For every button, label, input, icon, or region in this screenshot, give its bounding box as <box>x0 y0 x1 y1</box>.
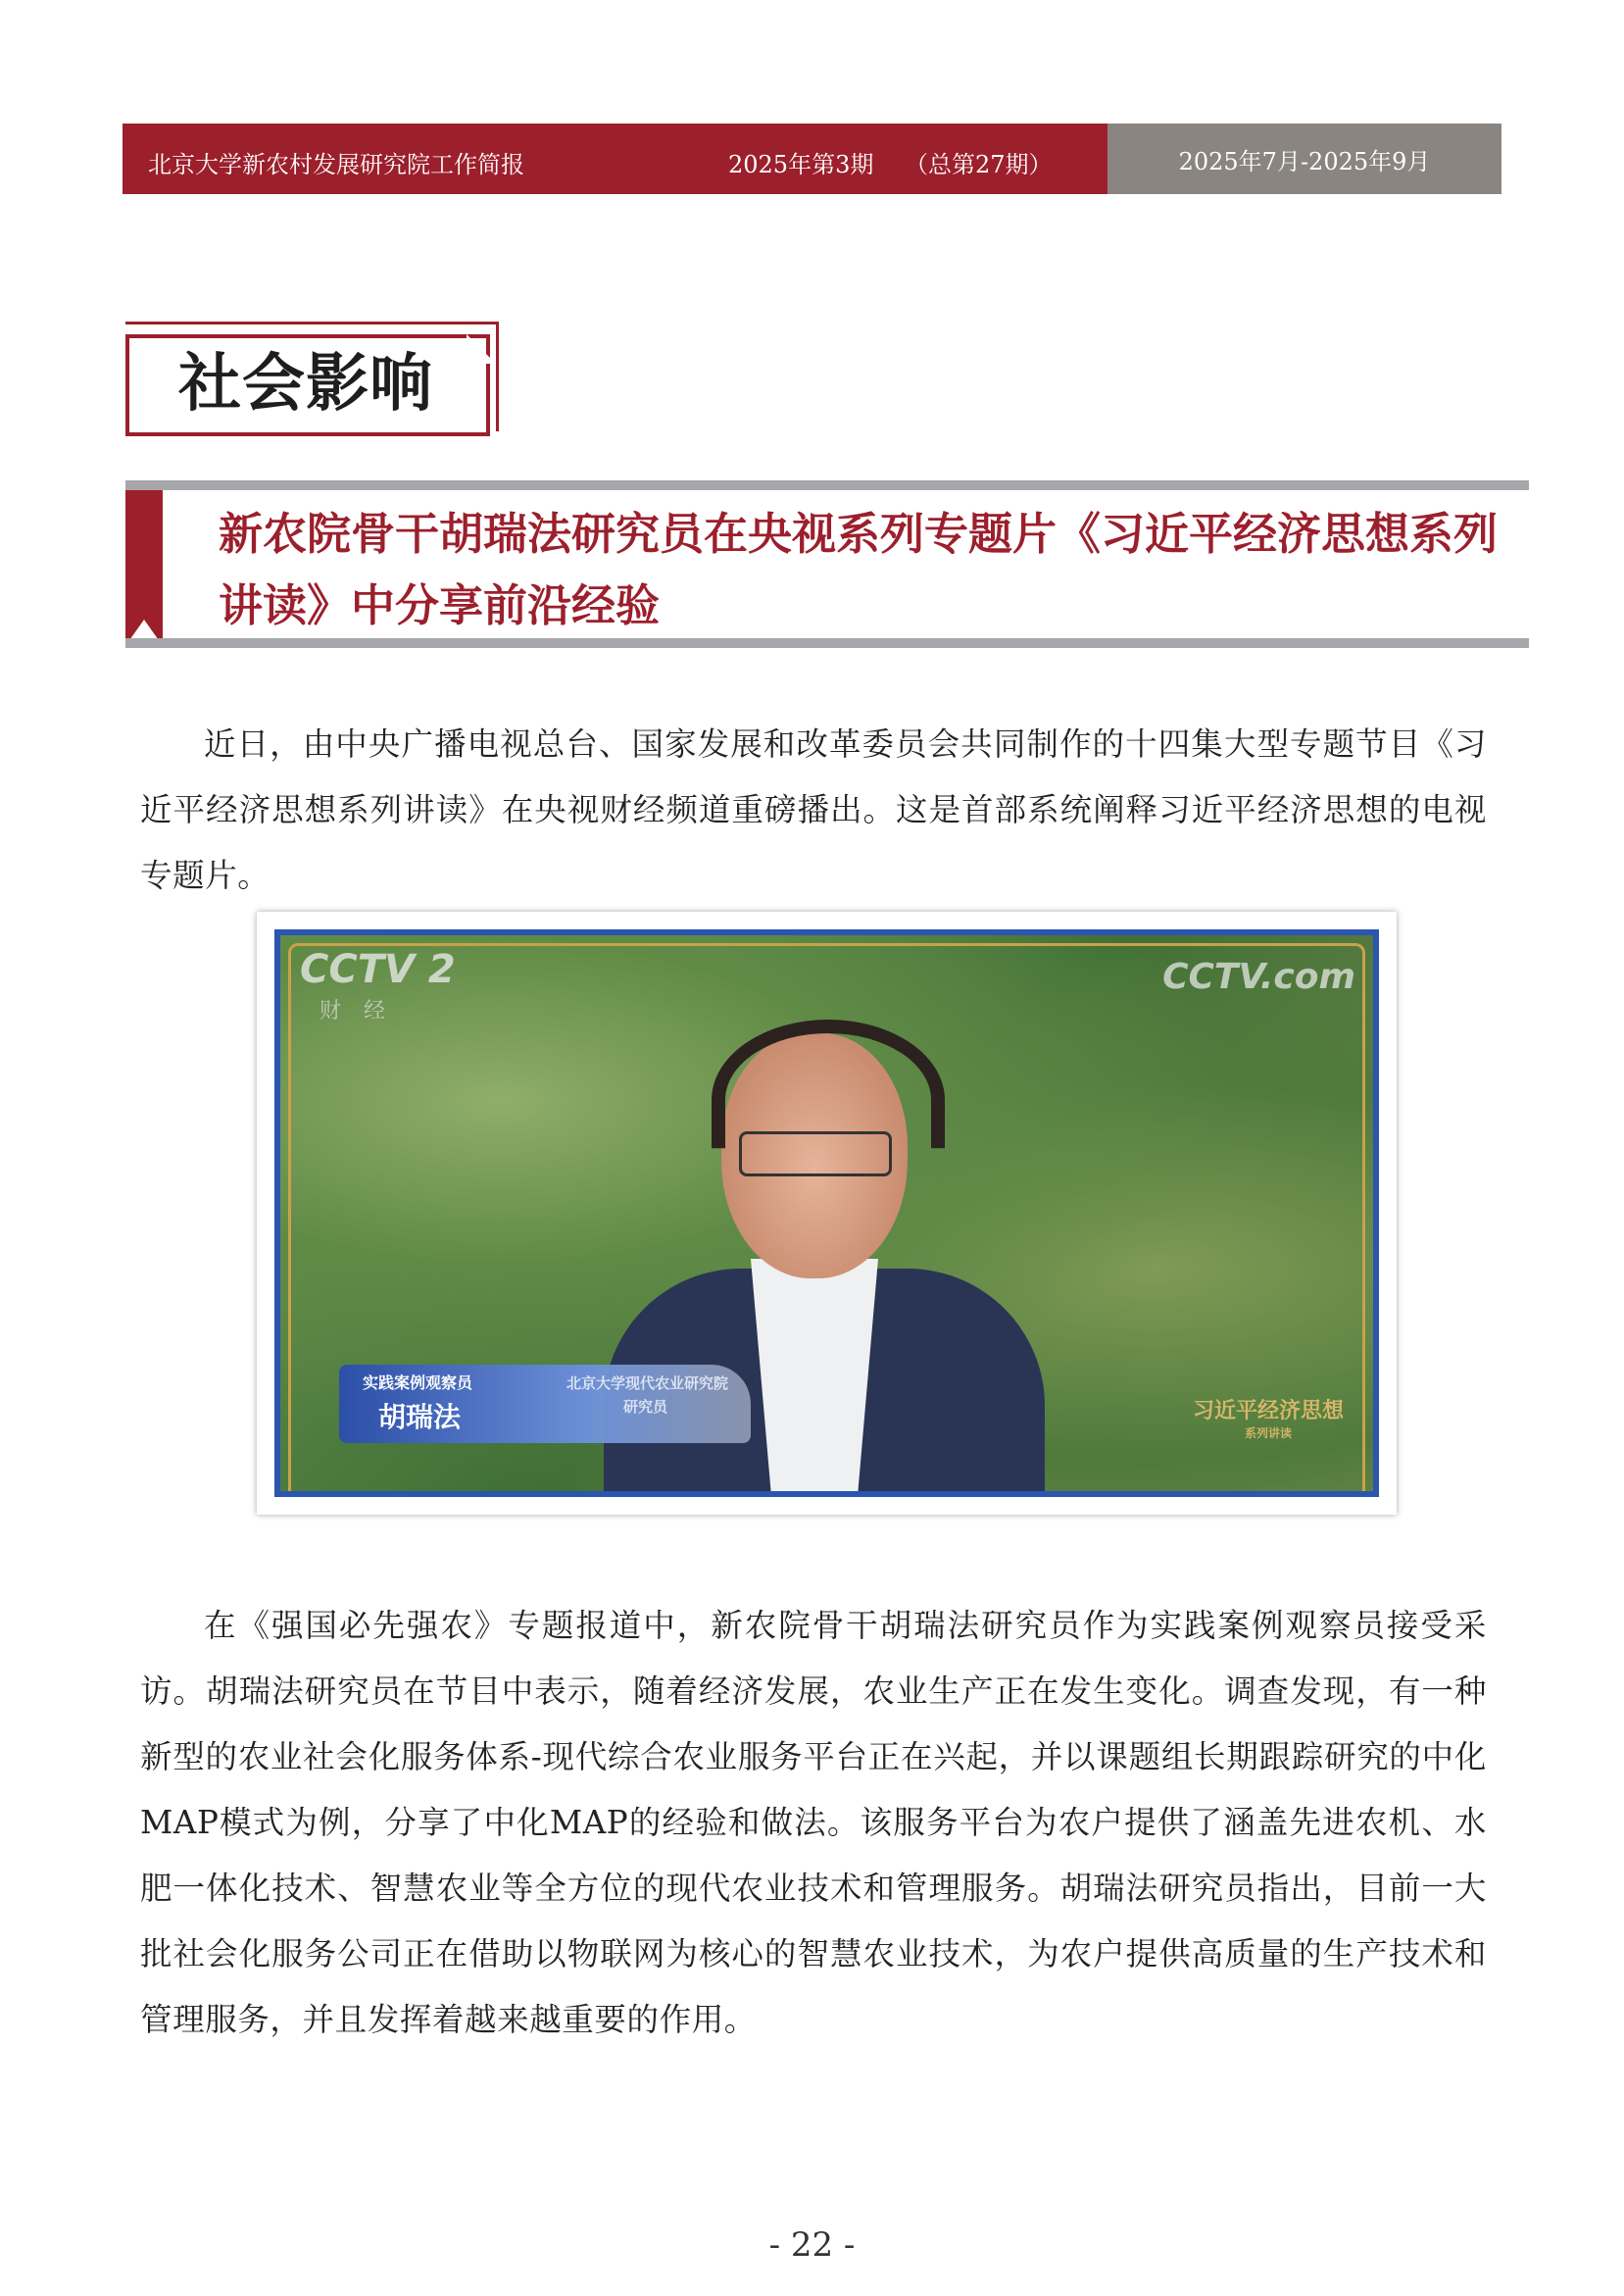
page-header <box>123 124 1501 194</box>
cctv2-logo: CCTV 2 <box>300 947 456 992</box>
series-title: 习近平经济思想 <box>1192 1399 1344 1423</box>
series-subtitle: 系列讲读 <box>1244 1426 1292 1440</box>
article-title: 新农院骨干胡瑞法研究员在央视系列专题片《习近平经济思想系列讲读》中分享前沿经验 <box>219 508 1499 631</box>
folded-corner-icon <box>467 334 496 364</box>
series-logo <box>1193 1394 1344 1441</box>
section-label <box>125 322 502 434</box>
issue-period: 2025年7月-2025年9月 <box>1178 147 1431 175</box>
shirt <box>751 1259 878 1497</box>
issue-number: 2025年第3期 （总第27期） <box>728 151 1053 178</box>
tv-screenshot <box>274 929 1379 1497</box>
page-number: - 22 - <box>768 2225 856 2265</box>
publication-title: 北京大学新农村发展研究院工作简报 <box>148 151 524 178</box>
caption-org: 北京大学现代农业研究院 <box>566 1374 729 1392</box>
article-photo <box>257 912 1397 1515</box>
name-caption <box>339 1365 751 1443</box>
glasses <box>739 1131 892 1176</box>
caption-name: 胡瑞法 <box>378 1401 462 1433</box>
article-paragraph: 近日，由中央广播电视总台、国家发展和改革委员会共同制作的十四集大型专题节目《习近平经济思想系列讲读》在央视财经频道重磅播出。这是首部系统阐释习近平经济思想的电视专题片。 <box>140 724 1487 894</box>
caption-title: 研究员 <box>623 1398 668 1416</box>
title-top-rule <box>125 480 1529 490</box>
cctv-com-logo: CCTV.com <box>1162 957 1355 997</box>
channel-name: 财 经 <box>320 999 393 1023</box>
article-paragraph: 在《强国必先强农》专题报道中，新农院骨干胡瑞法研究员作为实践案例观察员接受采访。胡瑞法研究员在节目中表示，随着经济发展，农业生产正在发生变化。调查发现，有一种新型的农业社会化服务体系-现代综合农业服务平台正在兴起，并以课题组长期跟踪研究的中化MAP模式为例，分享了中化MAP的经验和做法。该服务平台为农户提供了涵盖先进农机、水肥一体化技术、智慧农业等全方位的现代农业技术和管理服务。胡瑞法研究员指出，目前一大批社会化服务公司正在借助以物联网为核心的智慧农业技术，为农户提供高质量的生产技术和管理服务，并且发挥着越来越重要的作用。 <box>140 1606 1487 2038</box>
header-red-band <box>123 124 1107 194</box>
section-title: 社会影响 <box>178 348 433 421</box>
caption-role: 实践案例观察员 <box>363 1373 473 1392</box>
header-gray-band <box>1107 124 1501 194</box>
